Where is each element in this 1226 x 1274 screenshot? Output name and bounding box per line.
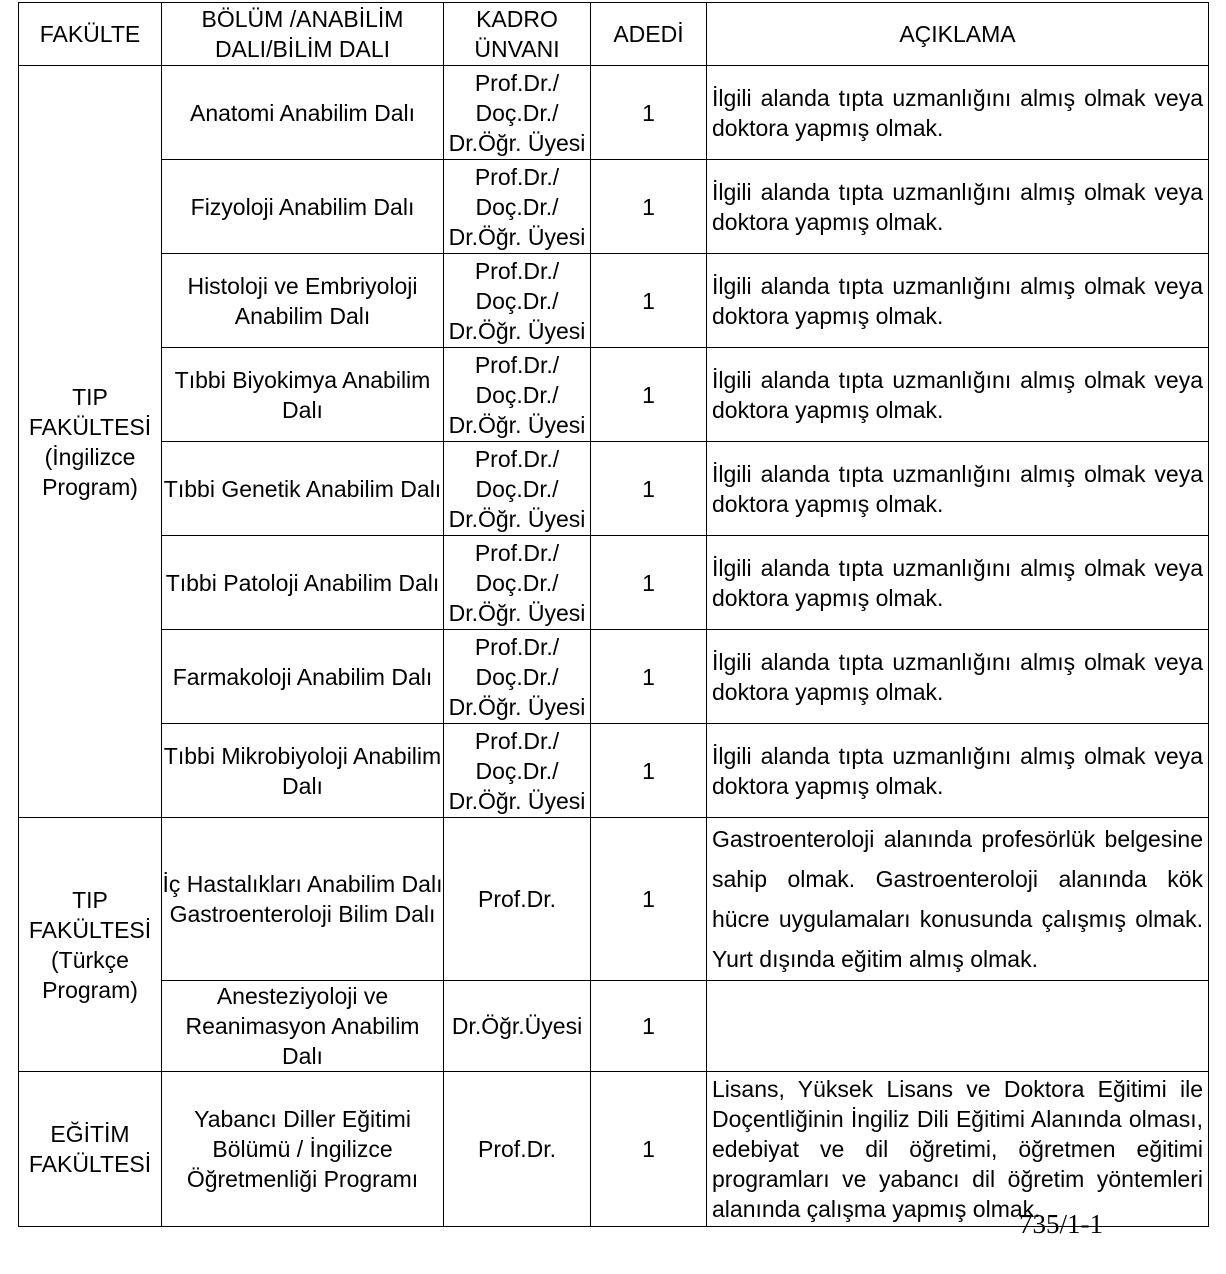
faculty-line: EĞİTİM <box>50 1121 130 1147</box>
bolum-line: Tıbbi Genetik Anabilim Dalı <box>163 475 442 502</box>
kadro-cell <box>444 254 591 348</box>
aciklama-cell: Lisans, Yüksek Lisans ve Doktora Eğitimi ile Doçentliğinin İngiliz Dili Eğitimi Alanında olması, edebiyat ve dil öğretimi, öğretmen eğitimi programları ve yabancı dil öğretim yöntemleri alanında çalışma yapmış olmak. <box>707 1072 1209 1227</box>
faculty-line: FAKÜLTESİ <box>28 413 152 440</box>
bolum-line: Histoloji ve Embriyoloji <box>187 272 418 299</box>
bolum-line: Dalı <box>282 396 323 423</box>
bolum-line: Anesteziyoloji ve <box>216 983 389 1009</box>
table-row <box>19 348 1209 442</box>
kadro-line: Dr.Öğr. Üyesi <box>448 693 586 720</box>
bolum-cell <box>162 724 444 818</box>
kadro-cell <box>444 724 591 818</box>
header-kadro <box>444 3 591 66</box>
kadro-line: Dr.Öğr. Üyesi <box>448 411 586 438</box>
header-bolum-line: BÖLÜM /ANABİLİM <box>201 6 404 32</box>
adedi-cell: 1 <box>591 348 707 442</box>
kadro-cell <box>444 1072 591 1227</box>
aciklama-cell: İlgili alanda tıpta uzmanlığını almış olmak veya doktora yapmış olmak. <box>707 254 1209 348</box>
kadro-line: Dr.Öğr. Üyesi <box>448 505 586 532</box>
kadro-line: Prof.Dr./ <box>474 163 560 190</box>
bolum-line: Reanimasyon Anabilim Dalı <box>185 1013 420 1069</box>
kadro-line: Prof.Dr./ <box>474 69 560 96</box>
adedi-cell: 1 <box>591 1072 707 1227</box>
adedi-cell: 1 <box>591 442 707 536</box>
kadro-line: Doç.Dr./ <box>475 569 559 596</box>
kadro-line: Dr.Öğr.Üyesi <box>451 1013 583 1039</box>
adedi-cell: 1 <box>591 981 707 1072</box>
bolum-line: Tıbbi Patoloji Anabilim Dalı <box>165 569 440 596</box>
bolum-cell <box>162 160 444 254</box>
aciklama-cell: İlgili alanda tıpta uzmanlığını almış olmak veya doktora yapmış olmak. <box>707 724 1209 818</box>
bolum-line: İç Hastalıkları Anabilim Dalı <box>162 871 443 897</box>
bolum-line: Anabilim Dalı <box>234 302 371 329</box>
faculty-line: FAKÜLTESİ <box>28 1151 152 1177</box>
adedi-cell: 1 <box>591 630 707 724</box>
adedi-cell: 1 <box>591 160 707 254</box>
kadro-line: Prof.Dr./ <box>474 727 560 754</box>
faculty-cell-tip-ingilizce <box>19 66 162 818</box>
kadro-line: Prof.Dr./ <box>474 257 560 284</box>
table-row <box>19 981 1209 1072</box>
kadro-cell <box>444 818 591 981</box>
kadro-line: Prof.Dr./ <box>474 351 560 378</box>
kadro-cell <box>444 981 591 1072</box>
bolum-line: Anatomi Anabilim Dalı <box>190 99 415 126</box>
kadro-line: Doç.Dr./ <box>475 99 559 126</box>
bolum-cell <box>162 1072 444 1227</box>
bolum-cell <box>162 536 444 630</box>
table-row <box>19 724 1209 818</box>
kadro-cell <box>444 630 591 724</box>
kadro-cell <box>444 66 591 160</box>
header-adedi: ADEDİ <box>591 3 707 66</box>
bolum-line: Gastroenteroloji Bilim Dalı <box>169 901 436 927</box>
aciklama-cell: İlgili alanda tıpta uzmanlığını almış olmak veya doktora yapmış olmak. <box>707 66 1209 160</box>
aciklama-cell: İlgili alanda tıpta uzmanlığını almış olmak veya doktora yapmış olmak. <box>707 348 1209 442</box>
adedi-cell: 1 <box>591 818 707 981</box>
bolum-cell <box>162 818 444 981</box>
bolum-cell <box>162 442 444 536</box>
table-header-row <box>19 3 1209 66</box>
adedi-cell: 1 <box>591 536 707 630</box>
faculty-cell-tip-turkce <box>19 818 162 1072</box>
faculty-line: Program) <box>42 976 138 1003</box>
bolum-cell <box>162 981 444 1072</box>
bolum-line: Öğretmenliği Programı <box>186 1166 419 1192</box>
kadro-line: Doç.Dr./ <box>475 757 559 784</box>
bolum-line: Dalı <box>282 772 323 799</box>
bolum-cell <box>162 348 444 442</box>
bolum-line: Tıbbi Mikrobiyoloji Anabilim <box>163 742 442 769</box>
kadro-line: Doç.Dr./ <box>475 193 559 220</box>
table-row <box>19 1072 1209 1227</box>
header-aciklama: AÇIKLAMA <box>707 3 1209 66</box>
aciklama-cell: İlgili alanda tıpta uzmanlığını almış olmak veya doktora yapmış olmak. <box>707 442 1209 536</box>
faculty-line: TIP <box>72 383 108 410</box>
header-bolum-line: DALI/BİLİM DALI <box>214 36 391 62</box>
table-row <box>19 818 1209 981</box>
kadro-line: Dr.Öğr. Üyesi <box>448 599 586 626</box>
table-row <box>19 630 1209 724</box>
header-kadro-line: ÜNVANI <box>474 36 560 62</box>
table-row <box>19 442 1209 536</box>
faculty-line: Program) <box>42 473 138 500</box>
kadro-cell <box>444 442 591 536</box>
table-row <box>19 254 1209 348</box>
faculty-line: TIP <box>72 886 108 913</box>
kadro-line: Prof.Dr./ <box>474 445 560 472</box>
kadro-cell <box>444 536 591 630</box>
aciklama-cell <box>707 981 1209 1072</box>
kadro-line: Prof.Dr./ <box>474 633 560 660</box>
kadro-line: Dr.Öğr. Üyesi <box>448 129 586 156</box>
kadro-line: Doç.Dr./ <box>475 475 559 502</box>
kadro-table <box>18 2 1209 1227</box>
kadro-line: Doç.Dr./ <box>475 287 559 314</box>
kadro-line: Dr.Öğr. Üyesi <box>448 223 586 250</box>
bolum-line: Bölümü / İngilizce <box>212 1136 393 1162</box>
header-fakulte: FAKÜLTE <box>19 3 162 66</box>
kadro-line: Doç.Dr./ <box>475 381 559 408</box>
kadro-cell <box>444 348 591 442</box>
bolum-line: Tıbbi Biyokimya Anabilim <box>174 366 431 393</box>
faculty-cell-egitim <box>19 1072 162 1227</box>
aciklama-cell: İlgili alanda tıpta uzmanlığını almış olmak veya doktora yapmış olmak. <box>707 536 1209 630</box>
table-row <box>19 160 1209 254</box>
table-row <box>19 66 1209 160</box>
kadro-line: Prof.Dr. <box>478 886 556 912</box>
kadro-cell <box>444 160 591 254</box>
bolum-cell <box>162 66 444 160</box>
faculty-line: (Türkçe <box>51 946 129 973</box>
header-kadro-line: KADRO <box>476 6 558 32</box>
faculty-line: FAKÜLTESİ <box>28 916 152 943</box>
header-bolum <box>162 3 444 66</box>
kadro-line: Prof.Dr./ <box>474 539 560 566</box>
kadro-line: Dr.Öğr. Üyesi <box>448 787 586 814</box>
bolum-line: Farmakoloji Anabilim Dalı <box>172 663 433 690</box>
bolum-line: Fizyoloji Anabilim Dalı <box>190 193 415 220</box>
aciklama-cell: İlgili alanda tıpta uzmanlığını almış olmak veya doktora yapmış olmak. <box>707 160 1209 254</box>
faculty-line: (İngilizce <box>44 443 136 470</box>
kadro-line: Doç.Dr./ <box>475 663 559 690</box>
adedi-cell: 1 <box>591 254 707 348</box>
aciklama-cell: İlgili alanda tıpta uzmanlığını almış olmak veya doktora yapmış olmak. <box>707 630 1209 724</box>
adedi-cell: 1 <box>591 724 707 818</box>
bolum-cell <box>162 630 444 724</box>
bolum-cell <box>162 254 444 348</box>
table-row <box>19 536 1209 630</box>
kadro-line: Dr.Öğr. Üyesi <box>448 317 586 344</box>
kadro-line: Prof.Dr. <box>478 1136 556 1162</box>
aciklama-cell: Gastroenteroloji alanında profesörlük belgesine sahip olmak. Gastroenteroloji alanında kök hücre uygulamaları konusunda çalışmış olmak. Yurt dışında eğitim almış olmak. <box>707 818 1209 981</box>
page-code: 735/1-1 <box>1019 1209 1103 1239</box>
adedi-cell: 1 <box>591 66 707 160</box>
bolum-line: Yabancı Diller Eğitimi <box>194 1106 411 1132</box>
